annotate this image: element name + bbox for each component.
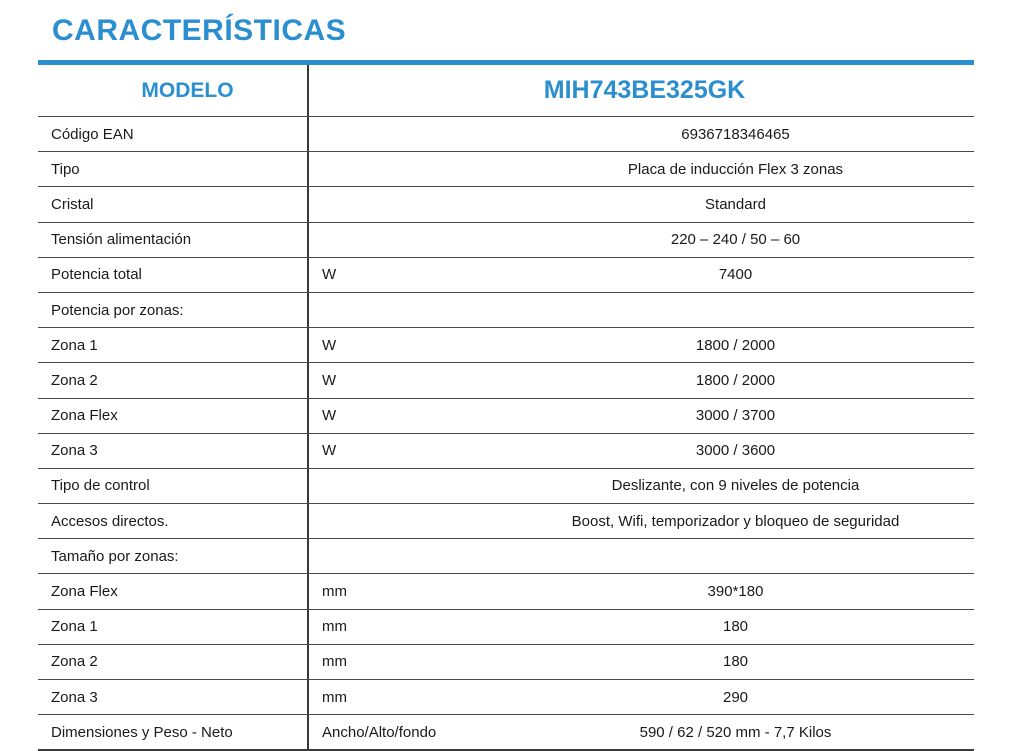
table-row	[38, 645, 974, 680]
spec-rows	[38, 117, 974, 749]
spec-table	[38, 60, 974, 751]
spec-label: Zona 2	[51, 653, 98, 671]
spec-value: 1800 / 2000	[695, 371, 776, 389]
spec-value: 590 / 62 / 520 mm - 7,7 Kilos	[639, 723, 832, 741]
spec-unit: Ancho/Alto/fondo	[307, 715, 457, 749]
spec-label: Accesos directos.	[51, 512, 169, 530]
spec-label: Tipo	[51, 160, 80, 178]
table-row	[38, 399, 974, 434]
spec-value: 3000 / 3700	[695, 407, 776, 425]
spec-label: Potencia total	[51, 266, 142, 284]
spec-value: 6936718346465	[681, 125, 790, 143]
spec-unit: mm	[307, 645, 457, 679]
spec-value: 290	[722, 688, 749, 706]
spec-value: Standard	[705, 195, 766, 213]
spec-value: 180	[722, 618, 749, 636]
table-row	[38, 258, 974, 293]
spec-unit: mm	[307, 610, 457, 644]
spec-label: Cristal	[51, 195, 94, 213]
spec-value: 7400	[718, 266, 753, 284]
header-label: MODELO	[141, 78, 234, 102]
spec-value: 220 – 240 / 50 – 60	[670, 231, 801, 249]
spec-label: Tensión alimentación	[51, 231, 192, 249]
table-row	[38, 539, 974, 574]
table-row	[38, 328, 974, 363]
spec-unit	[307, 223, 457, 257]
table-row	[38, 680, 974, 715]
table-row	[38, 363, 974, 398]
table-row	[38, 610, 974, 645]
table-header-row	[38, 65, 974, 117]
spec-unit	[307, 539, 457, 573]
spec-unit: W	[307, 258, 457, 292]
header-model: MIH743BE325GK	[307, 65, 974, 116]
spec-unit: W	[307, 363, 457, 397]
spec-label: Zona 3	[51, 442, 98, 460]
table-row	[38, 469, 974, 504]
spec-value: 390*180	[707, 583, 764, 601]
spec-unit: mm	[307, 680, 457, 714]
spec-unit	[307, 469, 457, 503]
spec-label: Zona 3	[51, 688, 98, 706]
spec-label: Dimensiones y Peso - Neto	[51, 723, 233, 741]
spec-unit	[307, 152, 457, 186]
spec-label: Tipo de control	[51, 477, 150, 495]
table-row	[38, 187, 974, 222]
spec-label: Código EAN	[51, 125, 134, 143]
spec-unit: W	[307, 434, 457, 468]
page-title: CARACTERÍSTICAS	[52, 14, 347, 47]
table-row	[38, 117, 974, 152]
spec-unit: W	[307, 328, 457, 362]
table-row	[38, 223, 974, 258]
spec-unit	[307, 117, 457, 151]
spec-value: 180	[722, 653, 749, 671]
spec-label: Zona 1	[51, 618, 98, 636]
spec-value: 1800 / 2000	[695, 336, 776, 354]
spec-unit	[307, 293, 457, 327]
table-row	[38, 434, 974, 469]
table-row	[38, 574, 974, 609]
spec-unit	[307, 504, 457, 538]
spec-value: Boost, Wifi, temporizador y bloqueo de seguridad	[571, 512, 900, 530]
spec-label: Tamaño por zonas:	[51, 547, 179, 565]
spec-unit: mm	[307, 574, 457, 608]
spec-unit	[307, 187, 457, 221]
spec-value: 3000 / 3600	[695, 442, 776, 460]
spec-label: Zona Flex	[51, 583, 118, 601]
spec-value: Deslizante, con 9 niveles de potencia	[611, 477, 860, 495]
table-row	[38, 504, 974, 539]
table-row	[38, 293, 974, 328]
table-row	[38, 715, 974, 749]
spec-label: Zona Flex	[51, 407, 118, 425]
spec-label: Zona 2	[51, 371, 98, 389]
spec-label: Zona 1	[51, 336, 98, 354]
table-row	[38, 152, 974, 187]
spec-unit: W	[307, 399, 457, 433]
spec-value: Placa de inducción Flex 3 zonas	[627, 160, 844, 178]
spec-label: Potencia por zonas:	[51, 301, 184, 319]
